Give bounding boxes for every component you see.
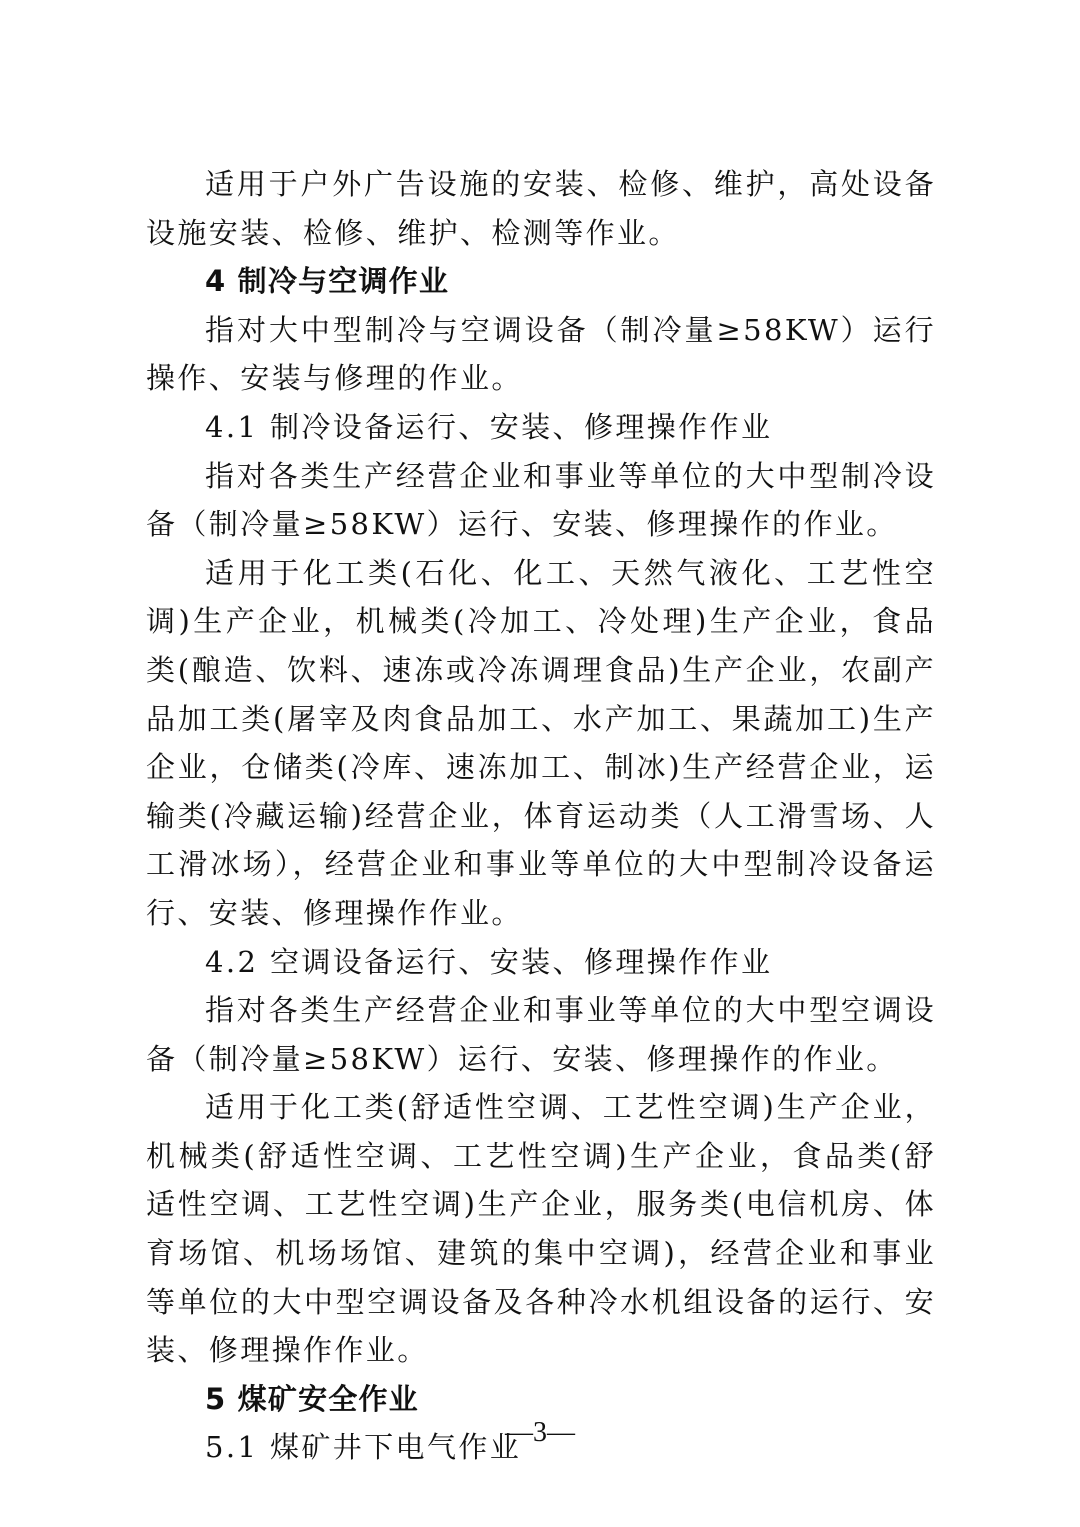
subsection-heading-ac-equipment: 4.2 空调设备运行、安装、修理操作作业 <box>205 944 773 979</box>
subsection-heading-refrigeration-equipment: 4.1 制冷设备运行、安装、修理操作作业 <box>205 409 773 444</box>
paragraph-outdoor-advertising-scope: 适用于户外广告设施的安装、检修、维护，高处设备设施安装、检修、维护、检测等作业。 <box>146 167 936 250</box>
subsection-heading-underground-electrical: 5.1 煤矿井下电气作业 <box>205 1430 522 1465</box>
page-number: —3— <box>505 1417 575 1448</box>
section-heading-coal-mine-safety: 5 煤矿安全作业 <box>205 1381 419 1416</box>
paragraph-refrigeration-equipment-definition: 指对各类生产经营企业和事业等单位的大中型制冷设备（制冷量≥58KW）运行、安装、修理操作的作业。 <box>146 458 936 542</box>
paragraph-ac-equipment-definition: 指对各类生产经营企业和事业等单位的大中型空调设备（制冷量≥58KW）运行、安装、修理操作的作业。 <box>146 993 936 1076</box>
paragraph-ac-equipment-scope: 适用于化工类(舒适性空调、工艺性空调)生产企业，机械类(舒适性空调、工艺性空调)生产企业，食品类(舒适性空调、工艺性空调)生产企业，服务类(电信机房、体育场馆、机场场馆、建筑的集中空调)，经营企业和事业等单位的大中型空调设备及各种冷水机组设备的运行、安装、修理操作作业。 <box>146 1090 936 1368</box>
section-heading-refrigeration-ac: 4 制冷与空调作业 <box>205 264 450 299</box>
document-body <box>146 160 936 1472</box>
paragraph-refrigeration-ac-definition: 指对大中型制冷与空调设备（制冷量≥58KW）运行操作、安装与修理的作业。 <box>146 312 936 396</box>
paragraph-refrigeration-equipment-scope: 适用于化工类(石化、化工、天然气液化、工艺性空调)生产企业，机械类(冷加工、冷处理)生产企业，食品类(酿造、饮料、速冻或冷冻调理食品)生产企业，农副产品加工类(屠宰及肉食品加工、水产加工、果蔬加工)生产企业，仓储类(冷库、速冻加工、制冰)生产经营企业，运输类(冷藏运输)经营企业，体育运动类（人工滑雪场、人工滑冰场），经营企业和事业等单位的大中型制冷设备运行、安装、修理操作作业。 <box>146 555 936 930</box>
